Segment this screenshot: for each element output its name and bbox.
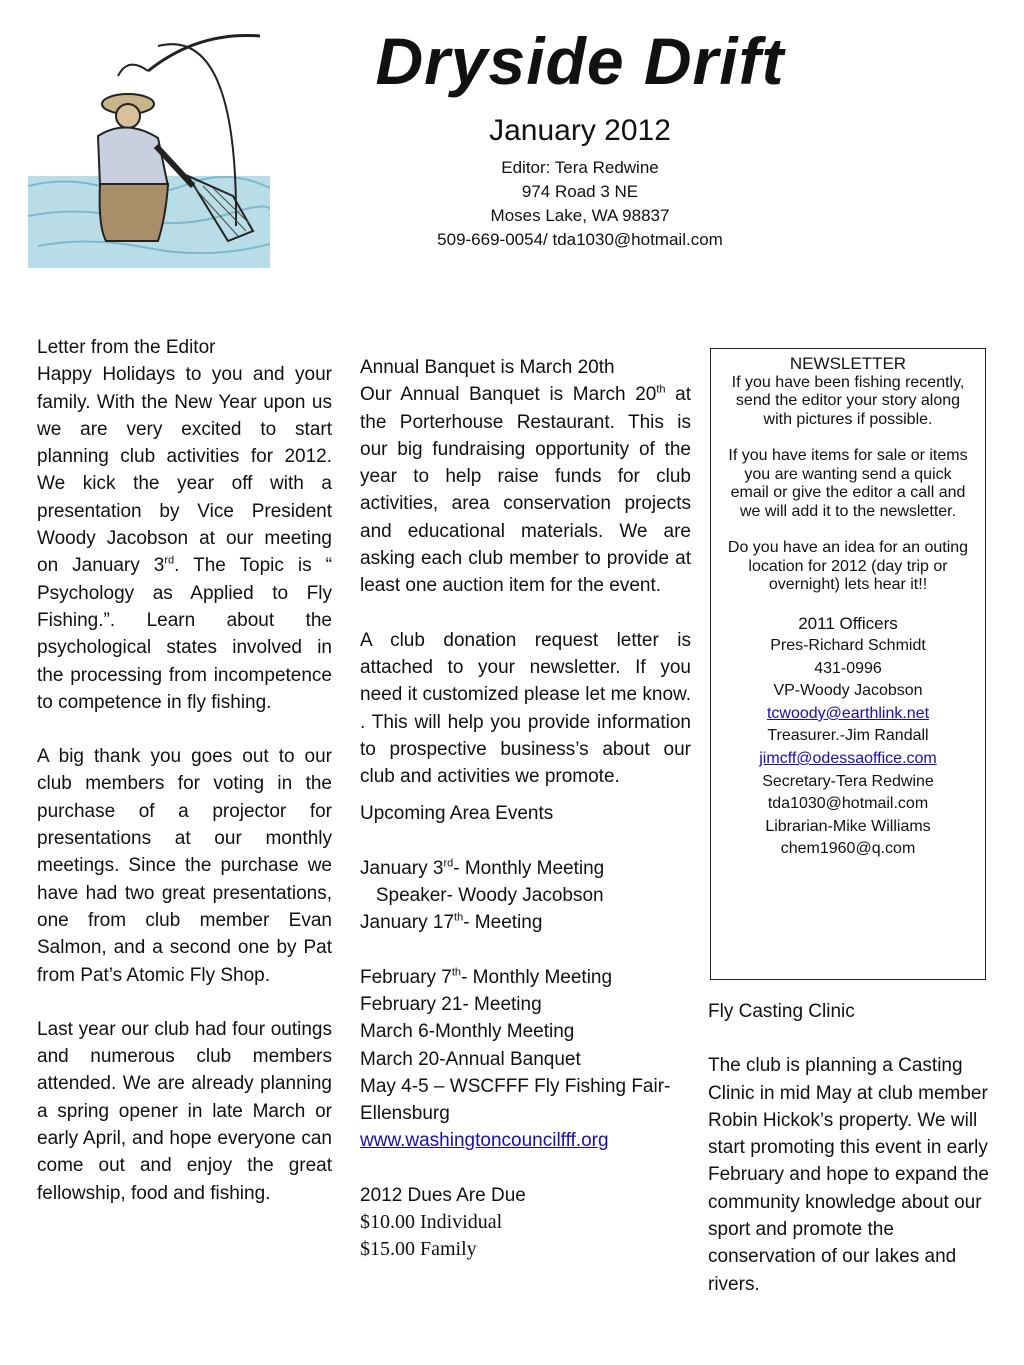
events-section <box>360 800 691 1263</box>
editor-letter-paragraph-2: A big thank you goes out to our club members for voting in the purchase of a projector for presentations at our monthly meetings. Since the purchase we have had two great presentations, one from club member Evan Salmon, and a second one by Pat from Pat’s Atomic Fly Shop. <box>37 746 332 986</box>
wscfff-link[interactable]: www.washingtoncouncilfff.org <box>360 1130 609 1152</box>
editor-letter-paragraph-3: Last year our club had four outings and numerous club members attended. We are already planning a spring opener in late March or early April, and hope everyone can come out and enjoy the great fellowship, food and fishing. <box>37 1018 332 1204</box>
event-speaker: Speaker- Woody Jacobson <box>360 885 604 907</box>
editor-address-line2: Moses Lake, WA 98837 <box>490 206 670 225</box>
dues-family: $15.00 Family <box>360 1238 477 1261</box>
dues-individual: $10.00 Individual <box>360 1211 503 1234</box>
editor-contact: 509-669-0054/ tda1030@hotmail.com <box>437 230 723 249</box>
officer-treasurer-email-line <box>711 748 985 771</box>
editor-name: Editor: Tera Redwine <box>501 158 659 177</box>
event-item: May 4-5 – WSCFFF Fly Fishing Fair-Ellensburg <box>360 1075 671 1125</box>
event-3-date: February 7 <box>360 966 452 988</box>
event-2-label: - Meeting <box>463 912 543 934</box>
event-item: February 21- Meeting <box>360 993 542 1015</box>
event-item <box>360 909 691 936</box>
officer-secretary-email: tda1030@hotmail.com <box>767 795 929 813</box>
banquet-paragraph-2: A club donation request letter is attached to your newsletter. If you need it customized please let me know. . This will help you provide information to prospective business’s about our club and activities we promote. <box>360 629 691 788</box>
banquet-p1-text: Our Annual Banquet is March 20 <box>360 384 657 406</box>
fly-fisherman-logo <box>28 26 270 268</box>
event-item: March 20-Annual Banquet <box>360 1048 581 1070</box>
banquet-p1-sup: th <box>656 383 666 396</box>
editor-address-line1: 974 Road 3 NE <box>521 182 639 201</box>
event-1-sup: rd <box>443 857 454 870</box>
editor-letter-p1-sup: rd <box>164 555 175 568</box>
banquet-events-section <box>360 354 691 1264</box>
officer-librarian-email: chem1960@q.com <box>780 840 916 858</box>
sidebar-paragraph-3: Do you have an idea for an outing location for 2012 (day trip or overnight) lets hear it!! <box>727 539 969 593</box>
officer-vp-email-line <box>711 703 985 726</box>
event-2-sup: th <box>454 912 464 925</box>
issue-date: January 2012 <box>489 114 671 147</box>
officer-librarian: Librarian-Mike Williams <box>765 817 931 835</box>
casting-clinic-body: The club is planning a Casting Clinic in mid May at club member Robin Hickok’s property. We will start promoting this event in early February and hope to expand the community knowledge about our sport and promote the conservation of our lakes and rivers. <box>708 1055 989 1295</box>
dues-heading: 2012 Dues Are Due <box>360 1184 526 1206</box>
officer-vp: VP-Woody Jacobson <box>773 682 923 700</box>
events-heading: Upcoming Area Events <box>360 803 554 825</box>
officer-secretary: Secretary-Tera Redwine <box>762 772 934 790</box>
editor-letter-section <box>37 334 332 1207</box>
editor-letter-p1-text: Happy Holidays to you and your family. With the New Year upon us we are very excited to start planning club activities for 2012. We kick the year off with a presentation by Vice President Woody Jacobson at our meeting on January 3 <box>37 364 332 577</box>
officer-vp-email-link[interactable]: tcwoody@earthlink.net <box>766 704 930 722</box>
sidebar-paragraph-1: If you have been fishing recently, send the editor your story along with pictures if possible. <box>731 373 965 428</box>
event-1-date: January 3 <box>360 857 444 879</box>
officers-list <box>711 613 985 862</box>
sidebar-heading: NEWSLETTER <box>789 354 907 373</box>
editor-letter-paragraph-1 <box>37 361 332 716</box>
event-item <box>360 855 691 882</box>
banquet-p1-text-cont: at the Porterhouse Restaurant. This is our big fundraising opportunity of the year to help raise funds for club activities, area conservation projects and educational materials. We are asking each club member to provide at least one auction item for the event. <box>360 384 692 597</box>
officers-heading: 2011 Officers <box>798 613 898 633</box>
officer-president-phone: 431-0996 <box>814 659 882 677</box>
casting-clinic-section <box>708 998 998 1298</box>
fly-fisherman-icon <box>28 26 270 268</box>
event-2-date: January 17 <box>360 912 455 934</box>
event-item <box>360 964 691 991</box>
editor-letter-heading: Letter from the Editor <box>37 337 216 358</box>
officer-treasurer: Treasurer.-Jim Randall <box>767 727 929 745</box>
sidebar-paragraph-2: If you have items for sale or items you are wanting send a quick email or give the editor a call and we will add it to the newsletter. <box>728 447 968 520</box>
banquet-paragraph-1 <box>360 381 691 599</box>
event-3-sup: th <box>451 966 462 979</box>
newsletter-sidebar-box <box>710 348 986 980</box>
event-link-line <box>360 1127 691 1154</box>
event-1-label: - Monthly Meeting <box>453 857 605 879</box>
officer-treasurer-email-link[interactable]: jimcff@odessaoffice.com <box>759 750 937 768</box>
event-3-label: - Monthly Meeting <box>461 966 613 988</box>
banquet-heading: Annual Banquet is March 20th <box>360 357 615 378</box>
event-item: March 6-Monthly Meeting <box>360 1021 575 1043</box>
casting-clinic-heading: Fly Casting Clinic <box>708 1001 855 1022</box>
newsletter-title: Dryside Drift <box>375 24 785 98</box>
banquet-section <box>360 354 691 790</box>
editor-block <box>330 156 830 252</box>
editor-letter-p1-text-cont: . The Topic is “ Psychology as Applied to Fly Fishing.”. Learn about the psychological states involved in the processing from incompetence to competence in fly fishing. <box>37 555 332 713</box>
officer-president: Pres-Richard Schmidt <box>770 637 926 655</box>
